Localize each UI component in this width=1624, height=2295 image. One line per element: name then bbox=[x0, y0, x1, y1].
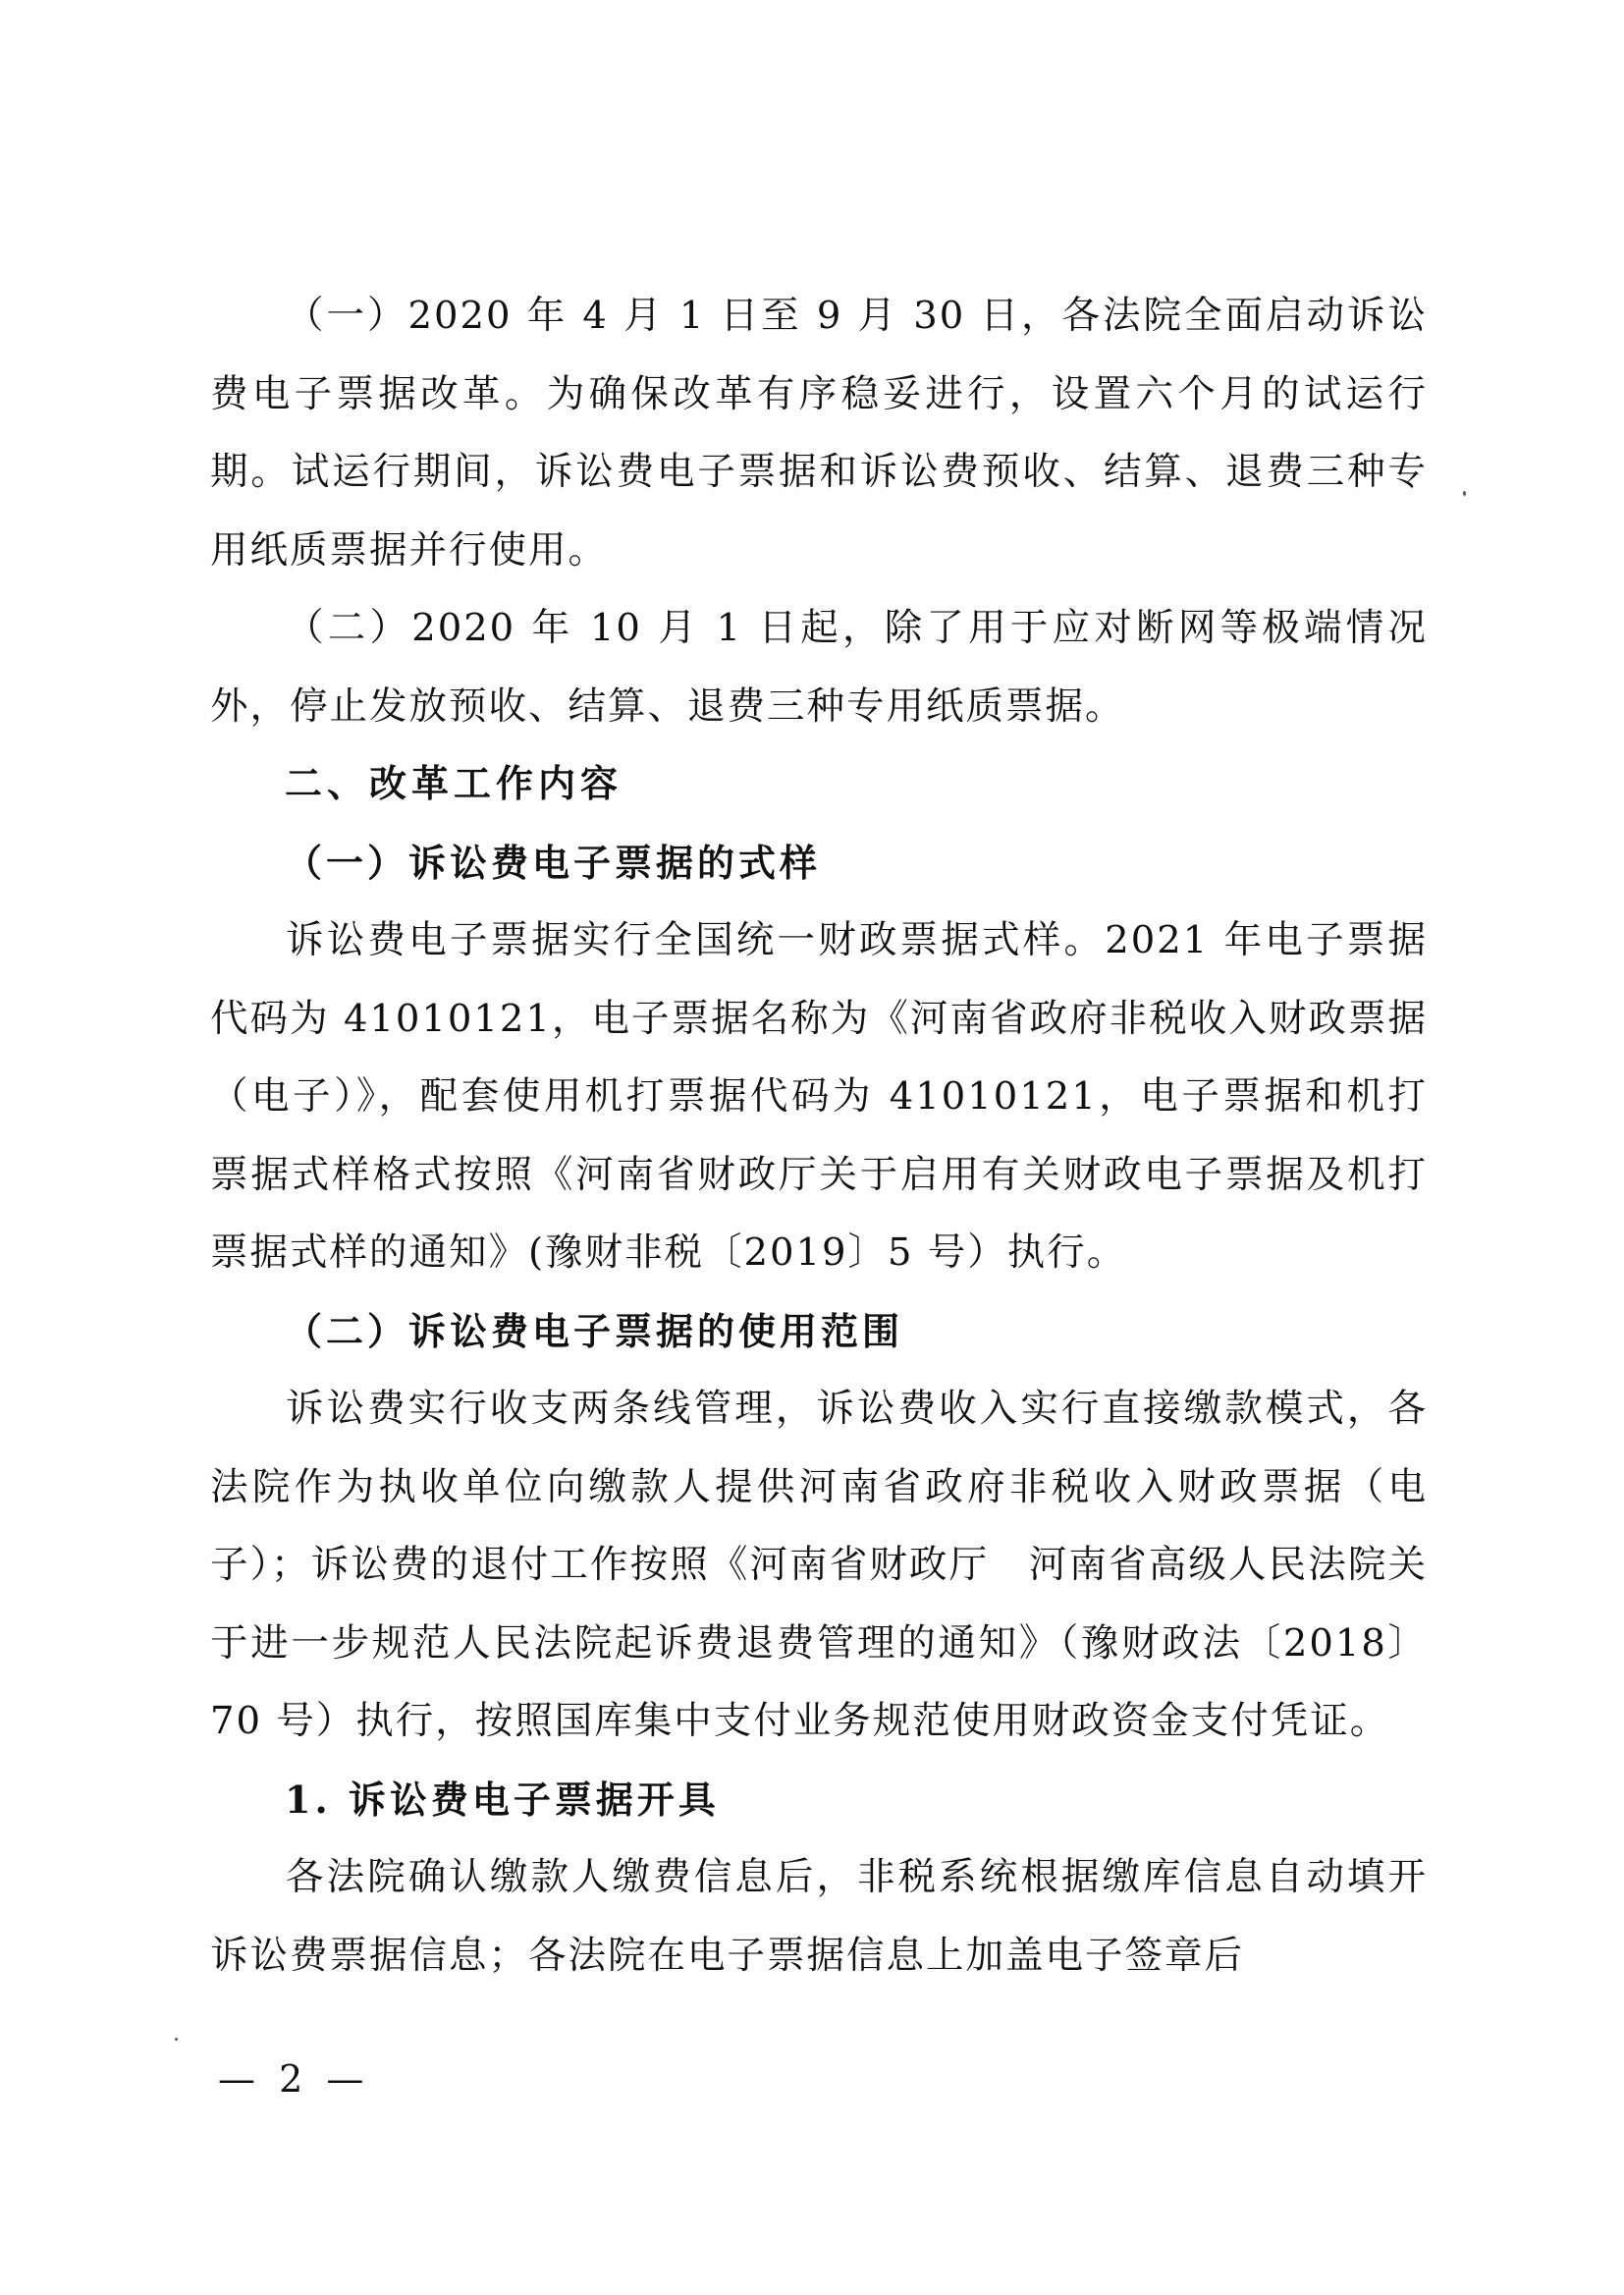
paragraph-receipt-issuance: 各法院确认缴款人缴费信息后，非税系统根据缴库信息自动填开诉讼费票据信息；各法院在电子票据信息上加盖电子签章后 bbox=[210, 1855, 1428, 1978]
paragraph-stop-paper-receipts: （二）2020 年 10 月 1 日起，除了用于应对断网等极端情况外，停止发放预收、结算、退费三种专用纸质票据。 bbox=[210, 606, 1428, 729]
paragraph-usage-scope: 诉讼费实行收支两条线管理，诉讼费收入实行直接缴款模式，各法院作为执收单位向缴款人提供河南省政府非税收入财政票据（电子）；诉讼费的退付工作按照《河南省财政厅 河南省高级人民法院关于进一步规范人民法院起诉费退费管理的通知》（豫财政法〔2018〕70 号）执行，按照国库集中支付业务规范使用财政资金支付凭证。 bbox=[210, 1387, 1428, 1743]
paragraph-trial-period: （一）2020 年 4 月 1 日至 9 月 30 日，各法院全面启动诉讼费电子票据改革。为确保改革有序稳妥进行，设置六个月的试运行期。试运行期间，诉讼费电子票据和诉讼费预收、结算、退费三种专用纸质票据并行使用。 bbox=[210, 294, 1428, 573]
paragraph-receipt-format: 诉讼费电子票据实行全国统一财政票据式样。2021 年电子票据代码为 41010121，电子票据名称为《河南省政府非税收入财政票据（电子）》，配套使用机打票据代码为 41010121，电子票据和机打票据式样格式按照《河南省财政厅关于启用有关财政电子票据及机打票据式样的通知》(豫财非税〔2019〕5 号）执行。 bbox=[210, 918, 1428, 1275]
scan-speck bbox=[1463, 491, 1466, 496]
subheading-usage-scope: （二）诉讼费电子票据的使用范围 bbox=[285, 1308, 904, 1353]
subheading-receipt-format: （一）诉讼费电子票据的式样 bbox=[285, 840, 822, 885]
section-heading-reform-content: 二、改革工作内容 bbox=[285, 762, 623, 805]
scan-speck bbox=[175, 2038, 178, 2041]
document-body bbox=[210, 277, 1428, 1994]
page-number: — 2 — bbox=[218, 2057, 370, 2101]
subheading-receipt-issuance: 1. 诉讼费电子票据开具 bbox=[285, 1776, 720, 1822]
